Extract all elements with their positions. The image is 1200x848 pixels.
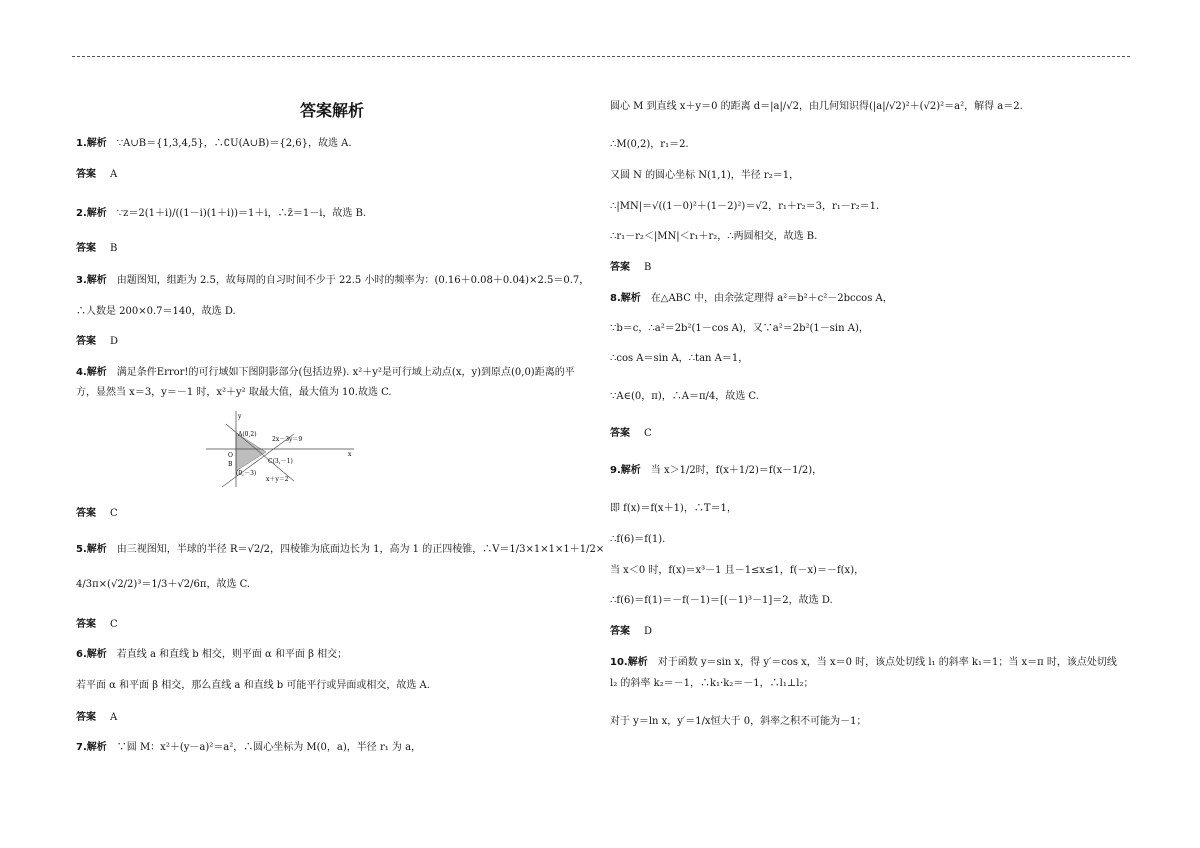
solution-text: ∵A∪B＝{1,3,4,5}，∴∁U(A∪B)＝{2,6}，故选 A. [116, 138, 352, 149]
solution-line [76, 679, 430, 693]
label-x-axis: x [348, 451, 352, 458]
answer-line [610, 427, 652, 441]
solution-text: 当 x＜0 时，f(x)＝x³－1 且－1≤x≤1，f(－x)＝－f(x)， [610, 565, 865, 576]
answer-line [76, 242, 117, 256]
page-title: 答案解析 [299, 101, 364, 120]
solution-text: ∴cos A＝sin A，∴tan A＝1， [610, 353, 749, 364]
solution-line [610, 230, 817, 244]
answer-value: A [110, 712, 118, 723]
solution-label: 6.解析 [76, 649, 107, 660]
solution-line [610, 390, 759, 404]
solution-label: 7.解析 [76, 742, 107, 753]
solution-text: ∴r₁－r₂＜|MN|＜r₁＋r₂，∴两圆相交，故选 B. [610, 231, 818, 242]
label-origin: O [228, 452, 233, 459]
solution-line [610, 533, 665, 547]
solution-text: 圆心 M 到直线 x＋y＝0 的距离 d＝|a|/√2，由几何知识得(|a|/√2)²＋(√2)²＝a²，解得 a＝2. [610, 101, 1023, 112]
solution-text: ∴f(6)＝f(1). [610, 534, 666, 545]
answer-line [76, 618, 118, 632]
solution-text: 对于 y＝ln x，y′＝1/x恒大于 0，斜率之积不可能为－1； [610, 716, 867, 727]
solution-line [76, 274, 589, 288]
solution-line [610, 352, 748, 366]
solution-text: ∵A∈(0，π)，∴A＝π/4，故选 C. [610, 391, 759, 402]
answer-line [610, 625, 652, 639]
solution-line [610, 564, 864, 578]
solution-line [76, 137, 352, 151]
answer-value: A [110, 169, 118, 180]
solution-label: 4.解析 [76, 367, 107, 378]
solution-label: 3.解析 [76, 275, 107, 286]
solution-text: ∴人数是 200×0.7＝140，故选 D. [76, 306, 236, 317]
solution-line [610, 502, 737, 516]
solution-text: 由三视图知，半球的半径 R＝√2/2，四棱锥为底面边长为 1，高为 1 的正四棱锥，∴V＝1/3×1×1×1＋1/2× [116, 544, 605, 555]
solution-line [76, 305, 236, 319]
answer-label: 答案 [610, 262, 630, 273]
answer-label: 答案 [76, 508, 96, 519]
answer-value: B [644, 262, 652, 273]
solution-text: ∴f(6)＝f(1)＝－f(－1)＝[(－1)³－1]＝2，故选 D. [610, 595, 833, 606]
label-point-0-3: (0,－3) [236, 470, 257, 477]
solution-line [610, 656, 1117, 670]
answer-label: 答案 [76, 336, 96, 347]
solution-text: 若直线 a 和直线 b 相交，则平面 α 和平面 β 相交； [116, 649, 348, 660]
solution-line [610, 464, 822, 478]
solution-line [610, 292, 893, 306]
answer-line [76, 335, 118, 349]
solution-text: 对于函数 y＝sin x，得 y′＝cos x，当 x＝0 时，该点处切线 l₁ 的斜率 k₁＝1；当 x＝π 时，该点处切线 [657, 657, 1117, 668]
solution-line [610, 100, 1023, 114]
answer-label: 答案 [76, 243, 96, 254]
solution-line [76, 578, 250, 592]
solution-text: 4/3π×(√2/2)³＝1/3＋√2/6π，故选 C. [76, 579, 251, 590]
solution-line [76, 741, 421, 755]
solution-line [76, 648, 347, 662]
answer-label: 答案 [610, 626, 630, 637]
solution-line [610, 322, 869, 336]
answer-value: C [110, 619, 118, 630]
label-point-A: A(0,2) [238, 431, 257, 438]
answer-label: 答案 [76, 169, 96, 180]
solution-text: ∵圆 M：x²＋(y－a)²＝a²，∴圆心坐标为 M(0，a)，半径 r₁ 为 a， [116, 742, 422, 753]
answer-value: C [110, 508, 118, 519]
solution-label: 8.解析 [610, 293, 641, 304]
solution-text: 满足条件Error!的可行域如下图阴影部分(包括边界). x²＋y²是可行域上动点(x，y)到原点(0,0)距离的平 [116, 367, 575, 378]
solution-text: 若平面 α 和平面 β 相交，那么直线 a 和直线 b 可能平行或异面或相交，故选 A. [76, 680, 430, 691]
answer-line [76, 711, 117, 725]
solution-text: 由题图知，组距为 2.5，故每周的自习时间不少于 22.5 小时的频率为：(0.16＋0.08＋0.04)×2.5＝0.7， [116, 275, 590, 286]
solution-text: ∵b＝c，∴a²＝2b²(1－cos A)，又∵a²＝2b²(1－sin A)， [610, 323, 869, 334]
answer-value: C [644, 428, 652, 439]
answer-label: 答案 [610, 428, 630, 439]
feasible-region-figure [204, 409, 374, 489]
solution-label: 1.解析 [76, 138, 107, 149]
answer-value: D [110, 336, 119, 347]
solution-text: ∴|MN|＝√((1－0)²＋(1－2)²)＝√2，r₁＋r₂＝3，r₁－r₂＝1. [610, 201, 880, 212]
solution-text: 在△ABC 中，由余弦定理得 a²＝b²＋c²－2bccos A， [650, 293, 893, 304]
solution-label: 10.解析 [610, 657, 648, 668]
solution-text: 即 f(x)＝f(x＋1)，∴T＝1， [610, 503, 737, 514]
solution-label: 9.解析 [610, 465, 641, 476]
solution-text: l₂ 的斜率 k₂＝－1，∴k₁·k₂＝－1，∴l₁⊥l₂； [610, 678, 814, 689]
solution-line [76, 543, 604, 557]
solution-text: 当 x＞1/2时，f(x＋1/2)＝f(x－1/2)， [650, 465, 823, 476]
answer-value: D [644, 626, 653, 637]
label-point-C: C(3,－1) [268, 458, 293, 465]
label-y-axis: y [238, 413, 242, 420]
solution-text: 方，显然当 x＝3，y＝－1 时，x²＋y² 取最大值，最大值为 10.故选 C. [76, 387, 392, 398]
answer-line [610, 261, 651, 275]
solution-line [610, 715, 866, 729]
label-line-2x-3y-9: 2x－3y＝9 [272, 436, 303, 443]
header-dashed-rule [72, 56, 1130, 57]
answer-line [76, 507, 118, 521]
answer-line [76, 168, 117, 182]
solution-line [610, 169, 799, 183]
solution-text: ∵z＝2(1＋i)/((1－i)(1＋i))＝1＋i，∴z̄＝1－i，故选 B. [116, 208, 367, 219]
answer-label: 答案 [76, 712, 96, 723]
solution-line [610, 200, 879, 214]
solution-label: 2.解析 [76, 208, 107, 219]
label-line-x-y-2: x＋y＝2 [266, 476, 289, 483]
answer-label: 答案 [76, 619, 96, 630]
solution-line [76, 207, 366, 221]
solution-text: ∴M(0,2)，r₁＝2. [610, 139, 689, 150]
solution-line [76, 386, 392, 400]
solution-text: 又圆 N 的圆心坐标 N(1,1)，半径 r₂＝1， [610, 170, 800, 181]
solution-label: 5.解析 [76, 544, 107, 555]
solution-line [610, 677, 814, 691]
label-point-B: B [228, 461, 233, 468]
answer-value: B [110, 243, 118, 254]
solution-line [610, 594, 833, 608]
solution-line [76, 366, 575, 380]
solution-line [610, 138, 689, 152]
